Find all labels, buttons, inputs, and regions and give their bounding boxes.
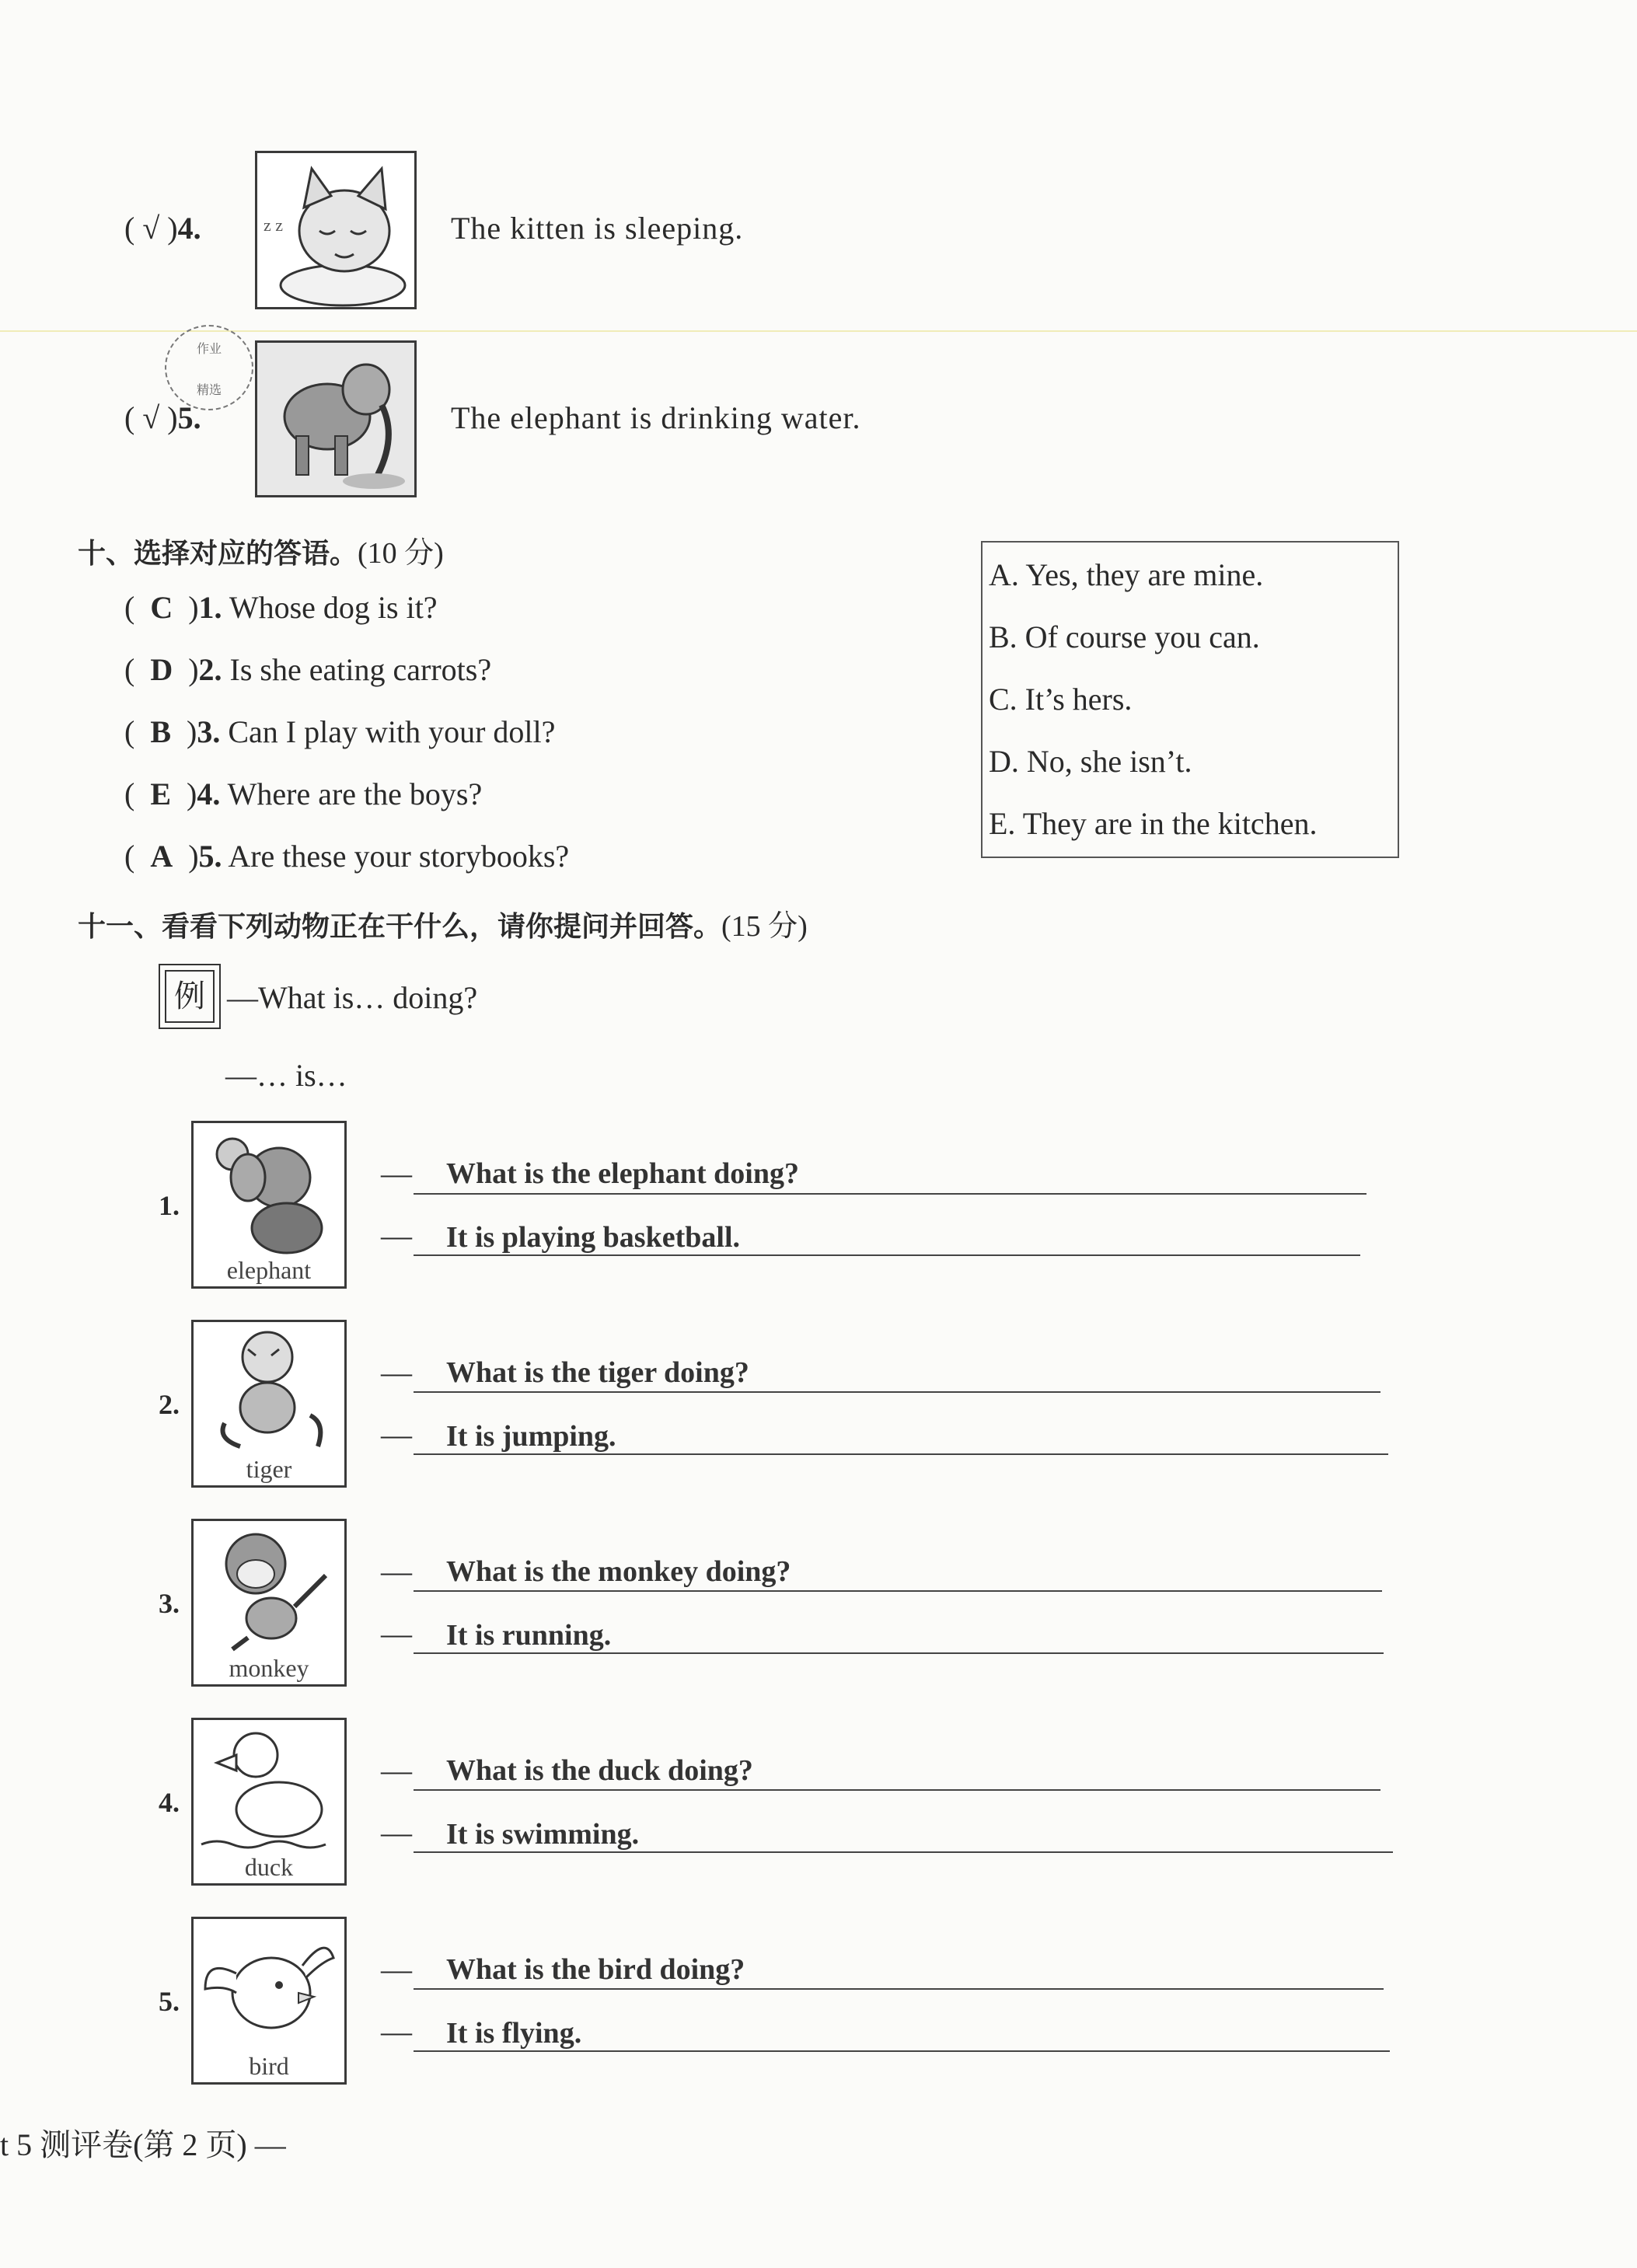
item2-q-dash: —	[381, 1355, 412, 1390]
item4-a-line	[414, 1851, 1393, 1853]
part9-item5-sentence: The elephant is drinking water.	[451, 400, 861, 435]
item3-q-line	[414, 1590, 1382, 1592]
bird-caption: bird	[249, 2052, 289, 2080]
part11-item4-number: 4.	[159, 1787, 180, 1818]
part11-item2-number: 2.	[159, 1389, 180, 1420]
item3-a-line	[414, 1652, 1384, 1654]
item2-a-line	[414, 1453, 1388, 1455]
part10-q5: ( A )5. Are these your storybooks?	[124, 839, 570, 874]
option-a: A. Yes, they are mine.	[989, 557, 1264, 592]
item1-a-line	[414, 1254, 1360, 1256]
elephant-caption: elephant	[226, 1256, 312, 1284]
part10-q2: ( D )2. Is she eating carrots?	[124, 652, 492, 687]
tiger-jumping-picture	[191, 1320, 347, 1488]
page-footer: t 5 测评卷(第 2 页) —	[0, 2127, 286, 2162]
duck-caption: duck	[244, 1853, 294, 1881]
item3-a-dash: —	[381, 1616, 412, 1651]
monkey-running-picture	[191, 1519, 347, 1687]
monkey-caption: monkey	[229, 1654, 309, 1682]
part11-item5-number: 5.	[159, 1986, 180, 2017]
item1-a-dash: —	[381, 1218, 412, 1253]
part10-title: 十、选择对应的答语。(10 分)	[78, 537, 444, 570]
item5-question: What is the bird doing?	[446, 1953, 745, 1986]
item3-q-dash: —	[381, 1554, 412, 1589]
item4-q-line	[414, 1789, 1380, 1791]
part10-q3: ( B )3. Can I play with your doll?	[124, 714, 556, 749]
item5-q-line	[414, 1988, 1384, 1990]
part10-q4: ( E )4. Where are the boys?	[124, 776, 483, 811]
item1-q-dash: —	[381, 1156, 412, 1191]
example-question: —What is… doing?	[227, 980, 478, 1015]
kitten-picture	[255, 151, 417, 309]
tiger-caption: tiger	[246, 1455, 292, 1483]
options-box	[981, 541, 1399, 858]
example-answer: —… is…	[225, 1058, 347, 1093]
item3-answer: It is running.	[446, 1619, 612, 1652]
part11-item3-number: 3.	[159, 1588, 180, 1619]
item4-a-dash: —	[381, 1815, 412, 1850]
option-c: C. It’s hers.	[989, 682, 1133, 717]
part11-item1-number: 1.	[159, 1190, 180, 1221]
item2-answer: It is jumping.	[446, 1420, 616, 1453]
part10-q1: ( C )1. Whose dog is it?	[124, 590, 438, 625]
item1-question: What is the elephant doing?	[446, 1157, 799, 1190]
bird-flying-picture	[191, 1917, 347, 2085]
item1-q-line	[414, 1193, 1366, 1195]
item4-q-dash: —	[381, 1753, 412, 1788]
item5-a-line	[414, 2050, 1390, 2052]
item5-q-dash: —	[381, 1952, 412, 1987]
item2-q-line	[414, 1391, 1380, 1393]
part11-title: 十一、看看下列动物正在干什么，请你提问并回答。(15 分)	[78, 910, 808, 943]
option-e: E. They are in the kitchen.	[989, 806, 1318, 841]
example-label: 例	[165, 970, 215, 1023]
stamp-line-1: 作业	[196, 343, 222, 356]
item2-question: What is the tiger doing?	[446, 1356, 749, 1389]
svg-text:z z: z z	[264, 215, 284, 235]
homework-stamp	[165, 325, 253, 410]
item3-question: What is the monkey doing?	[446, 1555, 791, 1588]
item1-answer: It is playing basketball.	[446, 1221, 740, 1254]
elephant-basketball-picture	[191, 1121, 347, 1289]
item4-question: What is the duck doing?	[446, 1754, 753, 1787]
example-label-box	[159, 964, 221, 1029]
item5-answer: It is flying.	[446, 2017, 582, 2050]
highlight-strip	[0, 330, 1637, 332]
part9-item4-mark: ( √ )4.	[124, 211, 201, 246]
item5-a-dash: —	[381, 2014, 412, 2049]
item2-a-dash: —	[381, 1417, 412, 1452]
item4-answer: It is swimming.	[446, 1818, 640, 1851]
part9-item4-sentence: The kitten is sleeping.	[451, 211, 744, 246]
option-d: D. No, she isn’t.	[989, 744, 1192, 779]
part9-item5-mark: ( √ )5.	[124, 400, 201, 435]
stamp-line-2: 精选	[196, 384, 222, 397]
elephant-drinking-picture	[255, 340, 417, 497]
duck-swimming-picture	[191, 1718, 347, 1886]
option-b: B. Of course you can.	[989, 619, 1260, 654]
